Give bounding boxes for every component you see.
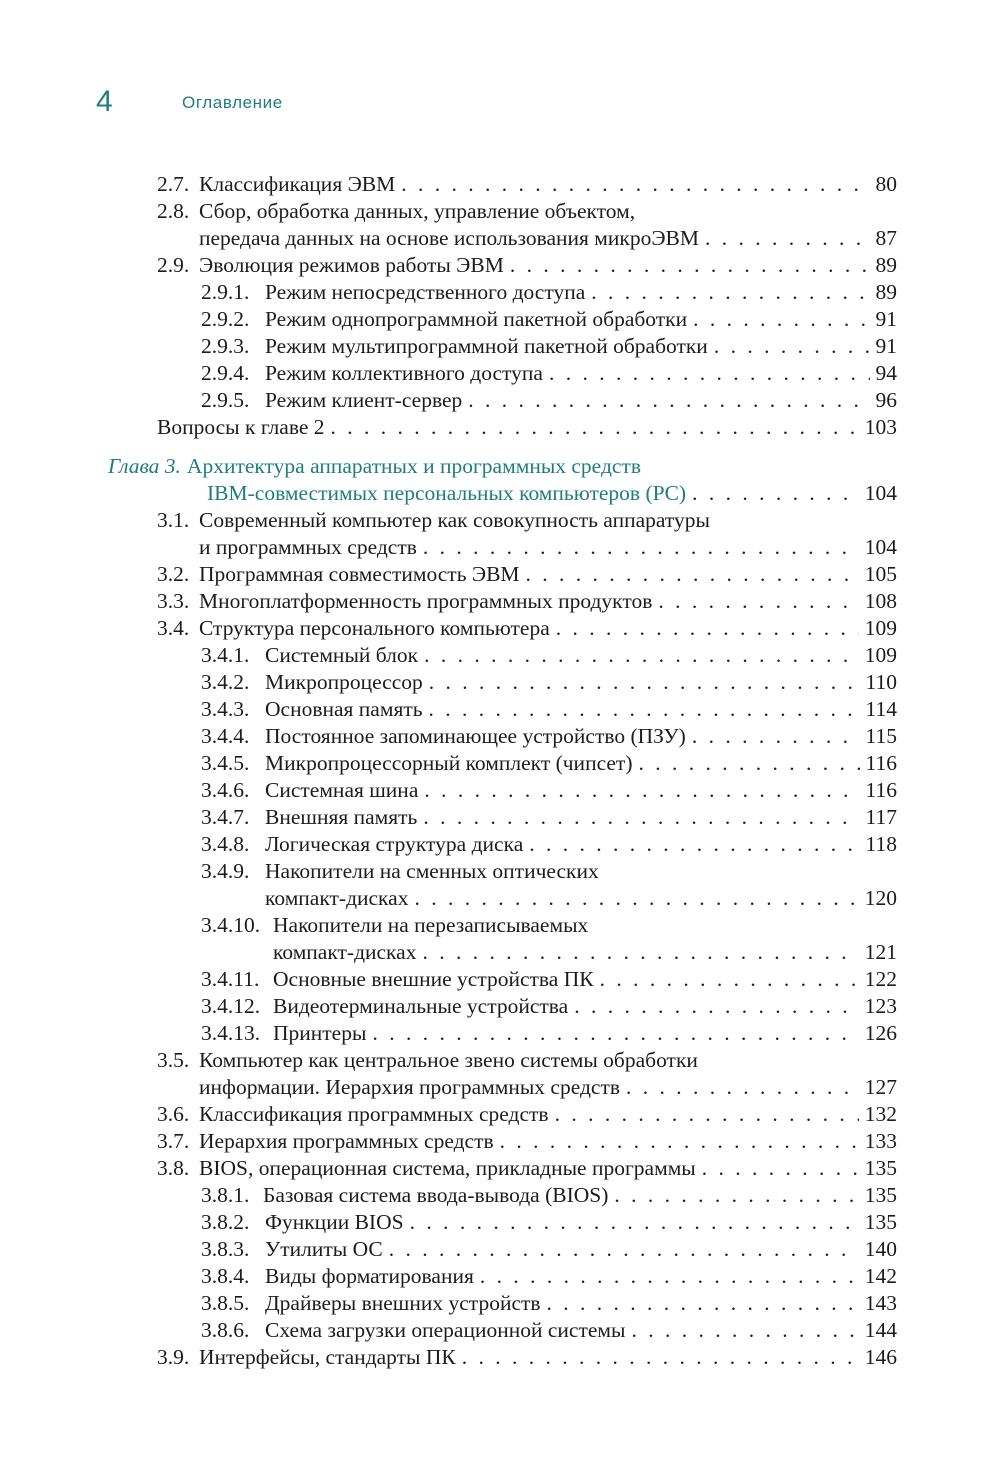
page-ref: 105 [864,562,897,586]
leader-dots [556,615,859,642]
section-number: 3.4.13. [201,1021,261,1045]
toc-entry[interactable] [157,198,897,225]
section-number: 3.4.8. [201,832,250,856]
leader-dots [429,696,860,723]
toc-entry[interactable] [201,750,897,777]
chapter-entry-continuation[interactable] [207,480,897,507]
toc-entry[interactable] [201,1020,897,1047]
section-title: Драйверы внешних устройств [265,1291,541,1315]
toc-entry-continuation[interactable] [199,1074,897,1101]
toc-entry[interactable] [157,507,897,534]
section-title: Вопросы к главе 2 [157,415,325,439]
page-ref: 114 [865,697,897,721]
section-number: 3.8.3. [201,1237,250,1261]
toc-entry-continuation[interactable] [273,939,897,966]
leader-dots [462,1344,859,1371]
section-number: 3.6. [157,1102,190,1126]
section-title: Классификация ЭВМ [199,172,396,196]
section-number: 3.8.2. [201,1210,250,1234]
page-ref: 89 [875,253,897,277]
page-ref: 140 [864,1237,897,1261]
leader-dots [692,723,860,750]
toc-entry[interactable] [201,642,897,669]
section-number: 3.8.6. [201,1318,250,1342]
page-ref: 87 [875,226,897,250]
page-ref: 109 [864,616,897,640]
toc-entry-continuation[interactable] [199,225,897,252]
section-title: Постоянное запоминающее устройство (ПЗУ) [265,724,686,748]
leader-dots [692,480,859,507]
section-number: 2.7. [157,172,190,196]
section-number: 3.4.7. [201,805,250,829]
toc-entry[interactable] [201,387,897,414]
page-ref: 96 [875,388,897,412]
toc-entry[interactable] [157,1128,897,1155]
leader-dots [631,1317,858,1344]
page-ref: 135 [864,1210,897,1234]
page-ref: 116 [865,778,897,802]
section-title: Структура персонального компьютера [199,616,550,640]
section-title: Базовая система ввода-вывода (BIOS) [263,1183,609,1207]
toc-entry[interactable] [157,1344,897,1371]
leader-dots [331,414,859,441]
section-number: 2.9.4. [201,361,250,385]
section-number: 3.4.1. [201,643,250,667]
leader-dots [529,831,859,858]
toc-entry[interactable] [201,993,897,1020]
toc-entry[interactable] [201,912,897,939]
section-title: Программная совместимость ЭВМ [199,562,520,586]
toc-entry[interactable] [201,1236,897,1263]
section-number: 3.2. [157,562,190,586]
section-title: Режим однопрограммной пакетной обработки [265,307,688,331]
section-title: Логическая структура диска [265,832,524,856]
section-title: Современный компьютер как совокупность аппаратуры [199,508,710,532]
section-number: 2.9.2. [201,307,250,331]
section-title: Многоплатформенность программных продуктов [199,589,653,613]
section-number: 3.7. [157,1129,190,1153]
leader-dots [401,171,869,198]
toc-entry-questions[interactable] [157,414,897,441]
section-number: 3.8.4. [201,1264,250,1288]
page-ref: 117 [865,805,897,829]
leader-dots [547,1290,859,1317]
chapter-entry[interactable] [108,453,897,480]
page-ref: 127 [864,1075,897,1099]
toc-entry[interactable] [157,588,897,615]
section-title: Режим мультипрограммной пакетной обработки [265,334,708,358]
section-title: Схема загрузки операционной системы [265,1318,626,1342]
leader-dots [389,1236,859,1263]
page-ref: 94 [875,361,897,385]
section-number: 3.9. [157,1345,190,1369]
chapter-label: Глава 3. [108,454,181,478]
leader-dots [423,534,859,561]
section-title: Микропроцессорный комплект (чипсет) [265,751,633,775]
section-title: Сбор, обработка данных, управление объектом, [199,199,636,223]
toc-entry[interactable] [157,615,897,642]
section-title: Основная память [265,697,423,721]
section-title: Режим непосредственного доступа [265,280,586,304]
leader-dots [705,225,870,252]
section-number: 3.4.4. [201,724,250,748]
toc-entry[interactable] [201,306,897,333]
leader-dots [414,885,858,912]
section-title: Режим клиент-сервер [265,388,463,412]
page-ref: 142 [864,1264,897,1288]
section-title: Основные внешние устройства ПК [273,967,594,991]
section-number: 3.8.1. [201,1183,250,1207]
leader-dots [410,1209,859,1236]
section-number: 3.4.2. [201,670,250,694]
leader-dots [702,1155,859,1182]
toc-entry[interactable] [201,831,897,858]
section-title: Функции BIOS [265,1210,404,1234]
page-ref: 133 [864,1129,897,1153]
page-ref: 118 [865,832,897,856]
section-number: 2.9.3. [201,334,250,358]
section-title: Принтеры [273,1021,367,1045]
toc-entry[interactable] [201,804,897,831]
page-ref: 122 [864,967,897,991]
leader-dots [500,1128,859,1155]
leader-dots [468,387,869,414]
chapter-title: Архитектура аппаратных и программных средств [186,454,641,478]
section-title: Классификация программных средств [199,1102,549,1126]
section-number: 3.4.3. [201,697,250,721]
page-ref: 80 [875,172,897,196]
page-ref: 123 [864,994,897,1018]
toc-entry[interactable] [157,171,897,198]
section-title: Системный блок [265,643,419,667]
toc-entry[interactable] [157,561,897,588]
toc-entry[interactable] [201,1317,897,1344]
page-ref: 121 [864,940,897,964]
section-number: 3.8. [157,1156,190,1180]
page-ref: 135 [864,1183,897,1207]
page-ref: 103 [864,415,897,439]
section-number: 3.4.6. [201,778,250,802]
section-number: 3.4.5. [201,751,250,775]
leader-dots [510,252,870,279]
toc-entry[interactable] [201,696,897,723]
section-number: 3.1. [157,508,190,532]
leader-dots [429,669,860,696]
section-number: 3.4. [157,616,190,640]
section-title: Компьютер как центральное звено системы обработки [199,1048,698,1072]
leader-dots [549,360,870,387]
toc-entry[interactable] [201,858,897,885]
page-ref: 126 [864,1021,897,1045]
page-ref: 108 [864,589,897,613]
toc-entry[interactable] [201,966,897,993]
section-number: 2.9.1. [201,280,250,304]
running-head: Оглавление [182,93,283,112]
section-title: Внешняя память [265,805,418,829]
section-title: Режим коллективного доступа [265,361,543,385]
page-number: 4 [96,85,113,118]
section-number: 3.4.11. [201,967,260,991]
page-ref: 144 [864,1318,897,1342]
section-number: 3.8.5. [201,1291,250,1315]
section-title-cont: компакт-дисках [273,940,417,964]
page-ref: 132 [864,1102,897,1126]
section-number: 3.3. [157,589,190,613]
page-ref: 104 [864,535,897,559]
toc-entry[interactable] [201,1263,897,1290]
page-ref: 89 [875,280,897,304]
page-ref: 146 [864,1345,897,1369]
toc-entry[interactable] [201,1209,897,1236]
section-title: Накопители на сменных оптических [265,859,599,883]
page-ref: 110 [865,670,897,694]
leader-dots [526,561,859,588]
section-number: 2.8. [157,199,190,223]
leader-dots [600,966,859,993]
toc-entry[interactable] [201,723,897,750]
section-title: Иерархия программных средств [199,1129,494,1153]
section-title: Виды форматирования [265,1264,474,1288]
page-ref: 91 [875,334,897,358]
section-number: 3.4.10. [201,913,261,937]
section-title: BIOS, операционная система, прикладные программы [199,1156,696,1180]
section-title: Системная шина [265,778,419,802]
section-title: Интерфейсы, стандарты ПК [199,1345,456,1369]
page-ref: 116 [865,751,897,775]
leader-dots [423,804,859,831]
toc-entry[interactable] [201,279,897,306]
leader-dots [422,939,858,966]
leader-dots [658,588,858,615]
toc-entry[interactable] [157,1155,897,1182]
leader-dots [714,333,870,360]
section-title-cont: передача данных на основе использования микроЭВМ [199,226,699,250]
leader-dots [693,306,869,333]
leader-dots [614,1182,858,1209]
page-ref: 135 [864,1156,897,1180]
leader-dots [555,1101,859,1128]
section-number: 2.9.5. [201,388,250,412]
leader-dots [424,642,859,669]
toc-entry[interactable] [157,1101,897,1128]
leader-dots [574,993,859,1020]
toc-entry[interactable] [157,1047,897,1074]
page-ref: 115 [865,724,897,748]
leader-dots [638,750,859,777]
leader-dots [424,777,859,804]
toc-entry[interactable] [201,1182,897,1209]
leader-dots [480,1263,859,1290]
page-ref: 91 [875,307,897,331]
section-number: 3.4.12. [201,994,261,1018]
section-title: Видеотерминальные устройства [273,994,569,1018]
leader-dots [626,1074,859,1101]
page-ref: 120 [864,886,897,910]
leader-dots [591,279,869,306]
page-ref: 104 [864,481,897,505]
section-title-cont: информации. Иерархия программных средств [199,1075,621,1099]
section-title: Микропроцессор [265,670,423,694]
leader-dots [372,1020,858,1047]
section-number: 3.4.9. [201,859,250,883]
section-title: Накопители на перезаписываемых [273,913,589,937]
toc-entry[interactable] [201,669,897,696]
page-ref: 143 [864,1291,897,1315]
toc-entry-continuation[interactable] [265,885,897,912]
section-title: Утилиты ОС [265,1237,383,1261]
toc-entry[interactable] [201,360,897,387]
chapter-title-cont: IBM-совместимых персональных компьютеров (PC) [207,481,687,505]
section-number: 3.5. [157,1048,190,1072]
toc-entry[interactable] [201,333,897,360]
toc-entry-continuation[interactable] [199,534,897,561]
toc-entry[interactable] [201,1290,897,1317]
toc-entry[interactable] [157,252,897,279]
section-title-cont: и программных средств [199,535,417,559]
section-number: 2.9. [157,253,190,277]
section-title-cont: компакт-дисках [265,886,409,910]
section-title: Эволюция режимов работы ЭВМ [199,253,504,277]
toc-entry[interactable] [201,777,897,804]
page-ref: 109 [864,643,897,667]
